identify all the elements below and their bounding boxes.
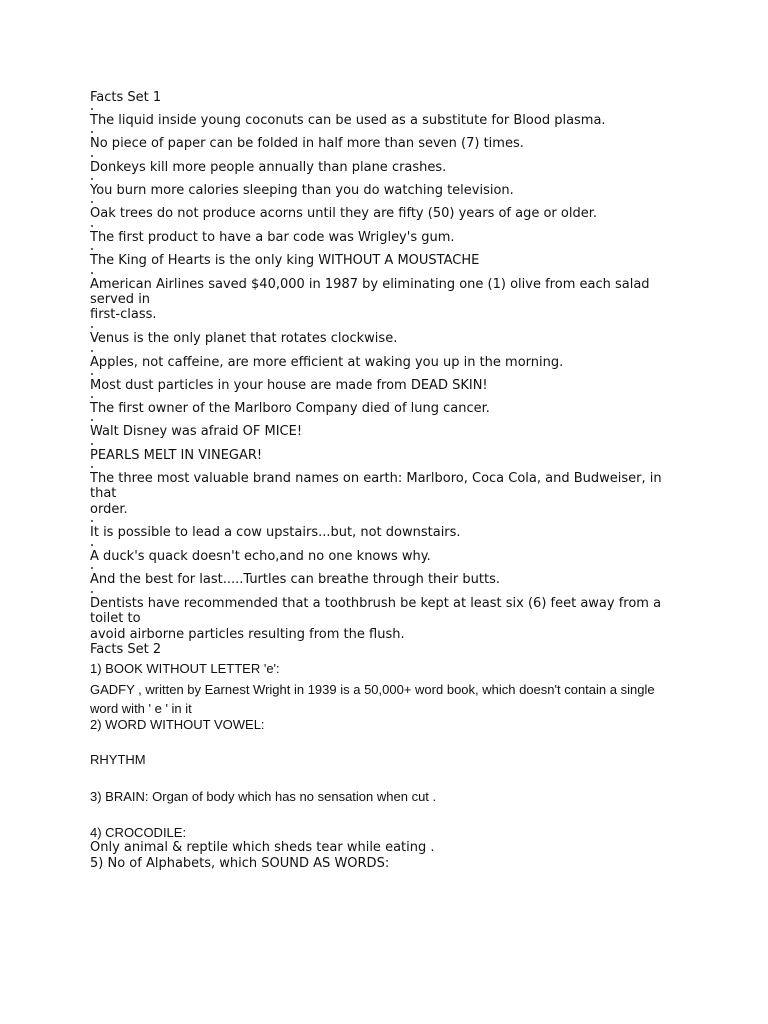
fact-line: The first product to have a bar code was Wrigley's gum. <box>90 230 455 245</box>
fact-line: Most dust particles in your house are made from DEAD SKIN! <box>90 378 488 393</box>
fact-line: Dentists have recommended that a toothbrush be kept at least six (6) feet away from a <box>90 596 662 611</box>
bullet-dot <box>91 591 93 593</box>
bullet-dot <box>91 520 93 522</box>
fact-line: The King of Hearts is the only king WITHOUT A MOUSTACHE <box>90 253 480 268</box>
fact-line: Walt Disney was afraid OF MICE! <box>90 424 303 439</box>
bullet-dot <box>91 326 93 328</box>
set2-line: 2) WORD WITHOUT VOWEL: <box>90 717 265 732</box>
facts-set-1-heading: Facts Set 1 <box>90 90 162 105</box>
fact-line: order. <box>90 502 128 517</box>
fact-line: The liquid inside young coconuts can be used as a substitute for Blood plasma. <box>90 113 606 128</box>
fact-line: Donkeys kill more people annually than plane crashes. <box>90 160 447 175</box>
set2-line: GADFY , written by Earnest Wright in 1939 is a 50,000+ word book, which doesn't contain a single <box>90 682 655 697</box>
fact-line: toilet to <box>90 611 141 626</box>
set2-line: Only animal & reptile which sheds tear while eating . <box>90 840 435 855</box>
bullet-dot <box>91 396 93 398</box>
set2-line: RHYTHM <box>90 752 146 767</box>
fact-line: No piece of paper can be folded in half more than seven (7) times. <box>90 136 524 151</box>
fact-line: served in <box>90 292 151 307</box>
bullet-dot <box>91 466 93 468</box>
fact-line: first-class. <box>90 307 157 322</box>
bullet-dot <box>91 155 93 157</box>
fact-line: It is possible to lead a cow upstairs...but, not downstairs. <box>90 525 461 540</box>
bullet-dot <box>91 350 93 352</box>
fact-line: PEARLS MELT IN VINEGAR! <box>90 448 263 463</box>
bullet-dot <box>91 178 93 180</box>
bullet-dot <box>91 201 93 203</box>
bullet-dot <box>91 567 93 569</box>
bullet-dot <box>91 544 93 546</box>
fact-line: And the best for last.....Turtles can breathe through their butts. <box>90 572 500 587</box>
set2-line: 4) CROCODILE: <box>90 825 187 840</box>
bullet-dot <box>91 419 93 421</box>
fact-line: that <box>90 486 117 501</box>
fact-line: Oak trees do not produce acorns until they are fifty (50) years of age or older. <box>90 206 598 221</box>
bullet-dot <box>91 108 93 110</box>
set2-line: 1) BOOK WITHOUT LETTER 'e': <box>90 661 280 676</box>
bullet-dot <box>91 373 93 375</box>
fact-line: Apples, not caffeine, are more efficient at waking you up in the morning. <box>90 355 564 370</box>
fact-line: A duck's quack doesn't echo,and no one knows why. <box>90 549 431 564</box>
set2-line: 5) No of Alphabets, which SOUND AS WORDS: <box>90 856 390 871</box>
bullet-dot <box>91 225 93 227</box>
bullet-dot <box>91 272 93 274</box>
set2-line: word with ' e ' in it <box>90 701 192 716</box>
facts-set-2-heading: Facts Set 2 <box>90 642 162 657</box>
fact-line: The first owner of the Marlboro Company died of lung cancer. <box>90 401 490 416</box>
fact-line: Venus is the only planet that rotates clockwise. <box>90 331 398 346</box>
bullet-dot <box>91 443 93 445</box>
bullet-dot <box>91 248 93 250</box>
set2-line: 3) BRAIN: Organ of body which has no sensation when cut . <box>90 789 437 804</box>
bullet-dot <box>91 131 93 133</box>
fact-line: The three most valuable brand names on earth: Marlboro, Coca Cola, and Budweiser, in <box>90 471 662 486</box>
fact-line: American Airlines saved $40,000 in 1987 by eliminating one (1) olive from each salad <box>90 277 650 292</box>
fact-line: You burn more calories sleeping than you do watching television. <box>90 183 514 198</box>
fact-line: avoid airborne particles resulting from the flush. <box>90 627 405 642</box>
